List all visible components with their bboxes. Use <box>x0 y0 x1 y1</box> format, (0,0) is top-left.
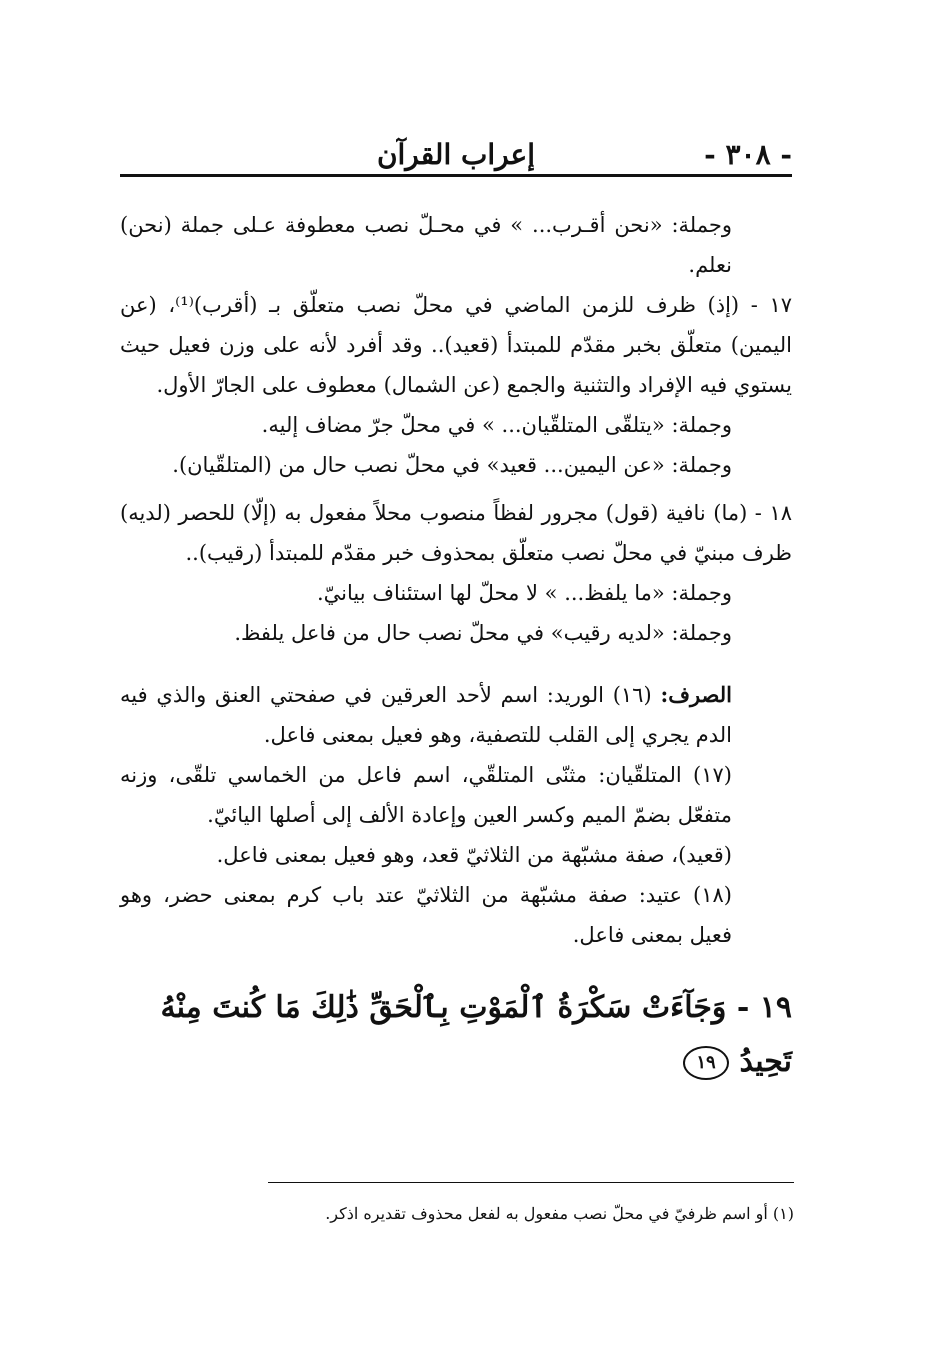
paragraph: وجملة: «لديه رقيب» في محلّ نصب حال من فاعل يلفظ. <box>234 621 732 645</box>
paragraph: ١٨ - (ما) نافية (قول) مجرور لفظاً منصوب محلاً مفعول به (إلّا) للحصر (لديه) ظرف مبنيّ في محلّ نصب متعلّق بمحذوف خبر مقدّم للمبتدأ (رقيب).. <box>120 501 792 565</box>
sarf-text: (١٦) الوريد: اسم لأحد العرقين في صفحتي العنق والذي فيه الدم يجري إلى القلب للتصفية، وهو فعيل بمعنى فاعل. <box>120 683 732 747</box>
sarf-paragraph: (قعيد)، صفة مشبّهة من الثلاثيّ قعد، وهو فعيل بمعنى فاعل. <box>216 843 732 867</box>
paragraph: وجملة: «ما يلفظ... » لا محلّ لها استئناف بيانيّ. <box>316 581 732 605</box>
sarf-paragraph: (١٧) المتلقّيان: مثنّى المتلقّي، اسم فاعل من الخماسي تلقّى، وزنه متفعّل بضمّ الميم وكسر العين وإعادة الألف إلى أصلها اليائيّ. <box>120 763 732 827</box>
body-text <box>120 205 792 955</box>
sarf-label: الصرف: <box>660 682 732 707</box>
book-title: إعراب القرآن <box>376 138 536 171</box>
paragraph: ١٧ - (إذ) ظرف للزمن الماضي في محلّ نصب متعلّق بـ (أقرب)⁽¹⁾، (عن اليمين) متعلّق بخبر مقدّم للمبتدأ (قعيد).. وقد أفرد لأنه على وزن فعيل حيث يستوي فيه الإفراد والتثنية والجمع (عن الشمال) معطوف على الجارّ الأول. <box>120 293 793 397</box>
page <box>120 130 792 1089</box>
header-rule <box>120 174 792 177</box>
page-number: - ٣٠٨ - <box>704 138 792 171</box>
footnote: (١) أو اسم ظرفيّ في محلّ نصب مفعول به لفعل محذوف تقديره اذكر. <box>325 1204 794 1223</box>
paragraph: وجملة: «نحن أقـرب... » في محـلّ نصب معطوفة عـلى جملة (نحن) نعلم. <box>120 213 732 277</box>
paragraph: وجملة: «عن اليمين... قعيد» في محلّ نصب حال من (المتلقّيان). <box>172 453 732 477</box>
footnote-rule <box>268 1182 794 1183</box>
verse-text: وَجَآءَتْ سَكْرَةُ ٱلْمَوْتِ بِٱلْحَقِّ ذَٰلِكَ مَا كُنتَ مِنْهُ تَحِيدُ <box>160 990 792 1079</box>
verse-number: ١٩ - <box>736 990 792 1025</box>
sarf-paragraph: (١٨) عتيد: صفة مشبّهة من الثلاثيّ عتد باب كرم بمعنى حضر، وهو فعيل بمعنى فاعل. <box>120 883 732 947</box>
sarf-paragraph <box>120 675 792 755</box>
page-header <box>120 130 792 174</box>
ayah-end-mark: ١٩ <box>683 1046 729 1080</box>
quran-verse <box>120 981 792 1089</box>
paragraph: وجملة: «يتلقّى المتلقّيان... » في محلّ جرّ مضاف إليه. <box>261 413 732 437</box>
